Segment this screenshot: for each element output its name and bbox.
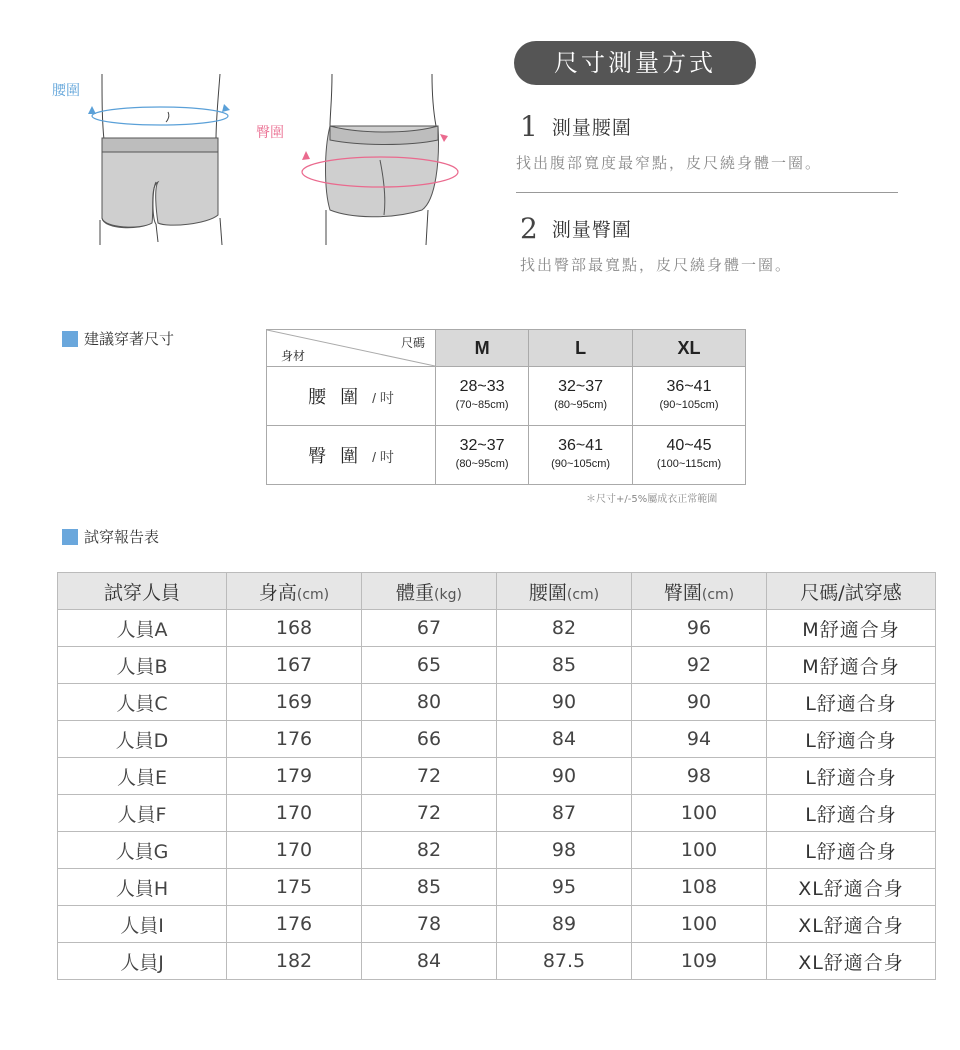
- trial-cell: 85: [497, 647, 632, 684]
- step-1-name: 測量腰圍: [551, 117, 632, 139]
- size-row-label: 腰圍/ 吋: [267, 367, 436, 426]
- header-waist: 腰圍(cm): [497, 573, 632, 610]
- trial-row: [58, 684, 936, 721]
- size-section-title: [62, 328, 174, 349]
- waist-arrow-right-icon: [222, 104, 230, 112]
- trial-table: [57, 572, 936, 980]
- trial-cell: 85: [362, 869, 497, 906]
- front-body-figure: [88, 74, 230, 245]
- trial-cell: L舒適合身: [767, 721, 936, 758]
- waist-label: 腰圍: [52, 83, 80, 99]
- size-header-m: M: [436, 330, 529, 367]
- size-row-label: 臀圍/ 吋: [267, 426, 436, 485]
- trial-row: [58, 721, 936, 758]
- size-table: [266, 329, 746, 485]
- trial-cell: 72: [362, 758, 497, 795]
- trial-cell: 87.5: [497, 943, 632, 980]
- trial-cell: 89: [497, 906, 632, 943]
- trial-cell: L舒適合身: [767, 684, 936, 721]
- trial-cell: 182: [227, 943, 362, 980]
- header-hip: 臀圍(cm): [632, 573, 767, 610]
- trial-cell: 87: [497, 795, 632, 832]
- trial-cell: 98: [497, 832, 632, 869]
- trial-cell: L舒適合身: [767, 832, 936, 869]
- trial-cell: 96: [632, 610, 767, 647]
- step-2-number: 2: [520, 212, 538, 245]
- step-2-name: 測量臀圍: [551, 219, 632, 241]
- trial-cell: 90: [632, 684, 767, 721]
- size-cell: 36~41 (90~105cm): [633, 367, 746, 426]
- section-square-icon: [62, 529, 78, 545]
- trial-cell: L舒適合身: [767, 795, 936, 832]
- trial-cell: 95: [497, 869, 632, 906]
- trial-cell: 169: [227, 684, 362, 721]
- trial-cell: M舒適合身: [767, 610, 936, 647]
- trial-row: [58, 647, 936, 684]
- trial-cell: XL舒適合身: [767, 943, 936, 980]
- trial-cell: 170: [227, 795, 362, 832]
- header-height: 身高(cm): [227, 573, 362, 610]
- size-cell: 36~41 (90~105cm): [529, 426, 633, 485]
- trial-cell: 175: [227, 869, 362, 906]
- size-cell: 40~45 (100~115cm): [633, 426, 746, 485]
- step-2: [520, 212, 632, 245]
- trial-cell: 98: [632, 758, 767, 795]
- trial-cell: 82: [497, 610, 632, 647]
- trial-row: [58, 795, 936, 832]
- trial-cell: 168: [227, 610, 362, 647]
- trial-cell: 92: [632, 647, 767, 684]
- size-cell: 32~37 (80~95cm): [436, 426, 529, 485]
- trial-cell: 人員C: [58, 684, 227, 721]
- trial-cell: 90: [497, 758, 632, 795]
- trial-cell: 82: [362, 832, 497, 869]
- trial-cell: 人員G: [58, 832, 227, 869]
- trial-row: [58, 906, 936, 943]
- waist-arrow-left-icon: [88, 106, 96, 114]
- step-1: [520, 110, 632, 143]
- header-tester: 試穿人員: [58, 573, 227, 610]
- trial-cell: 167: [227, 647, 362, 684]
- trial-cell: L舒適合身: [767, 758, 936, 795]
- trial-cell: 90: [497, 684, 632, 721]
- trial-cell: 108: [632, 869, 767, 906]
- trial-section-title: [62, 526, 159, 547]
- trial-cell: M舒適合身: [767, 647, 936, 684]
- trial-cell: 65: [362, 647, 497, 684]
- trial-cell: 100: [632, 795, 767, 832]
- underwear-measure-illustration: [40, 60, 480, 260]
- trial-row: [58, 943, 936, 980]
- size-section-title-text: 建議穿著尺寸: [84, 330, 175, 348]
- corner-size-label: 尺碼: [400, 336, 425, 350]
- step-1-number: 1: [520, 110, 538, 143]
- trial-cell: XL舒適合身: [767, 869, 936, 906]
- trial-cell: 人員H: [58, 869, 227, 906]
- trial-cell: 109: [632, 943, 767, 980]
- size-cell: 32~37 (80~95cm): [529, 367, 633, 426]
- trial-row: [58, 610, 936, 647]
- size-tolerance-note: ＊尺寸+/-5%屬成衣正常範圍: [586, 494, 718, 505]
- trial-cell: 78: [362, 906, 497, 943]
- trial-row: [58, 869, 936, 906]
- trial-cell: 人員I: [58, 906, 227, 943]
- trial-cell: 67: [362, 610, 497, 647]
- size-header-xl: XL: [633, 330, 746, 367]
- trial-section-title-text: 試穿報告表: [84, 528, 160, 546]
- header-weight: 體重(kg): [362, 573, 497, 610]
- trial-cell: 84: [497, 721, 632, 758]
- divider: [516, 192, 898, 193]
- step-1-desc: 找出腹部寬度最窄點，皮尺繞身體一圈。: [516, 154, 823, 172]
- hip-arrow-left-icon: [302, 151, 310, 160]
- trial-row: [58, 758, 936, 795]
- trial-cell: 72: [362, 795, 497, 832]
- section-square-icon: [62, 331, 78, 347]
- trial-cell: 179: [227, 758, 362, 795]
- trial-cell: 人員D: [58, 721, 227, 758]
- trial-cell: 176: [227, 721, 362, 758]
- trial-cell: XL舒適合身: [767, 906, 936, 943]
- trial-cell: 80: [362, 684, 497, 721]
- trial-cell: 94: [632, 721, 767, 758]
- measure-method-title: 尺寸測量方式: [514, 41, 756, 85]
- size-header-l: L: [529, 330, 633, 367]
- trial-cell: 84: [362, 943, 497, 980]
- size-cell: 28~33 (70~85cm): [436, 367, 529, 426]
- trial-cell: 176: [227, 906, 362, 943]
- trial-cell: 人員E: [58, 758, 227, 795]
- trial-cell: 100: [632, 832, 767, 869]
- trial-cell: 100: [632, 906, 767, 943]
- trial-row: [58, 832, 936, 869]
- trial-cell: 人員J: [58, 943, 227, 980]
- size-table-corner: [267, 330, 436, 367]
- trial-cell: 170: [227, 832, 362, 869]
- back-body-figure: [302, 74, 458, 245]
- trial-header-row: [58, 573, 936, 610]
- trial-cell: 66: [362, 721, 497, 758]
- header-size-fit: 尺碼/試穿感: [767, 573, 936, 610]
- hip-label: 臀圍: [256, 125, 284, 141]
- hip-arrow-right-icon: [440, 134, 448, 142]
- trial-cell: 人員B: [58, 647, 227, 684]
- trial-cell: 人員F: [58, 795, 227, 832]
- trial-cell: 人員A: [58, 610, 227, 647]
- step-2-desc: 找出臀部最寬點，皮尺繞身體一圈。: [520, 256, 793, 274]
- corner-body-label: 身材: [281, 349, 306, 363]
